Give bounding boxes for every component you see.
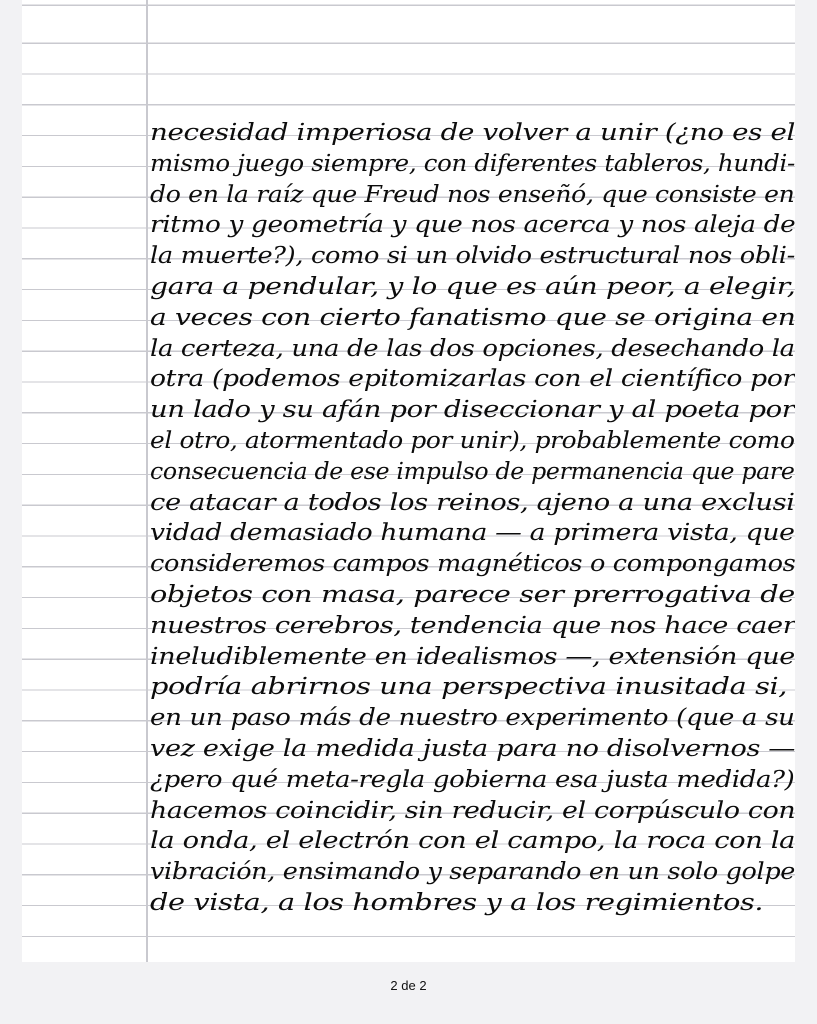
text-line: un lado y su afán por diseccionar y al poeta por	[150, 397, 795, 424]
text-line: vibración, ensimando y separando en un solo golpe	[150, 859, 795, 886]
text-line: a veces con cierto fanatismo que se origina en	[150, 304, 795, 331]
text-line: vez exige la medida justa para no disolvernos —	[150, 735, 795, 762]
text-line: do en la raíz que Freud nos enseñó, que consiste en	[150, 181, 795, 208]
text-line: mismo juego siempre, con diferentes tableros, hundi-	[150, 150, 795, 177]
text-line: nuestros cerebros, tendencia que nos hace caer	[150, 612, 795, 639]
text-line: vidad demasiado humana — a primera vista, que	[150, 520, 795, 547]
text-line: gara a pendular, y lo que es aún peor, a elegir,	[150, 273, 795, 300]
text-line: la certeza, una de las dos opciones, desechando la	[150, 335, 795, 362]
handwritten-text	[150, 118, 795, 919]
text-line: consideremos campos magnéticos o compongamos	[150, 551, 795, 578]
text-line: de vista, a los hombres y a los regimientos.	[150, 889, 764, 916]
text-line: la onda, el electrón con el campo, la roca con la	[150, 828, 795, 855]
notebook-page	[22, 0, 795, 962]
text-line: en un paso más de nuestro experimento (que a su	[150, 705, 795, 732]
text-line: hacemos coincidir, sin reducir, el corpúsculo con	[150, 797, 795, 824]
page-indicator: 2 de 2	[390, 978, 427, 993]
margin-line	[146, 0, 148, 962]
text-line: la muerte?), como si un olvido estructural nos obli-	[150, 243, 795, 270]
text-line: consecuencia de ese impulso de permanencia que pare	[150, 458, 795, 485]
text-line: el otro, atormentado por unir), probablemente como	[150, 427, 795, 454]
text-line: ce atacar a todos los reinos, ajeno a una exclusi	[150, 489, 795, 516]
text-line: objetos con masa, parece ser prerrogativa de	[150, 581, 795, 608]
text-line: ineludiblemente en idealismos —, extensión que	[150, 643, 795, 670]
text-line: ¿pero qué meta-regla gobierna esa justa medida?)	[150, 766, 795, 793]
text-line: otra (podemos epitomizarlas con el científico por	[150, 366, 795, 393]
text-line: podría abrirnos una perspectiva inusitada si,	[150, 674, 788, 701]
text-line: ritmo y geometría y que nos acerca y nos aleja de	[150, 212, 795, 239]
text-line: necesidad imperiosa de volver a unir (¿no es el	[150, 120, 795, 146]
